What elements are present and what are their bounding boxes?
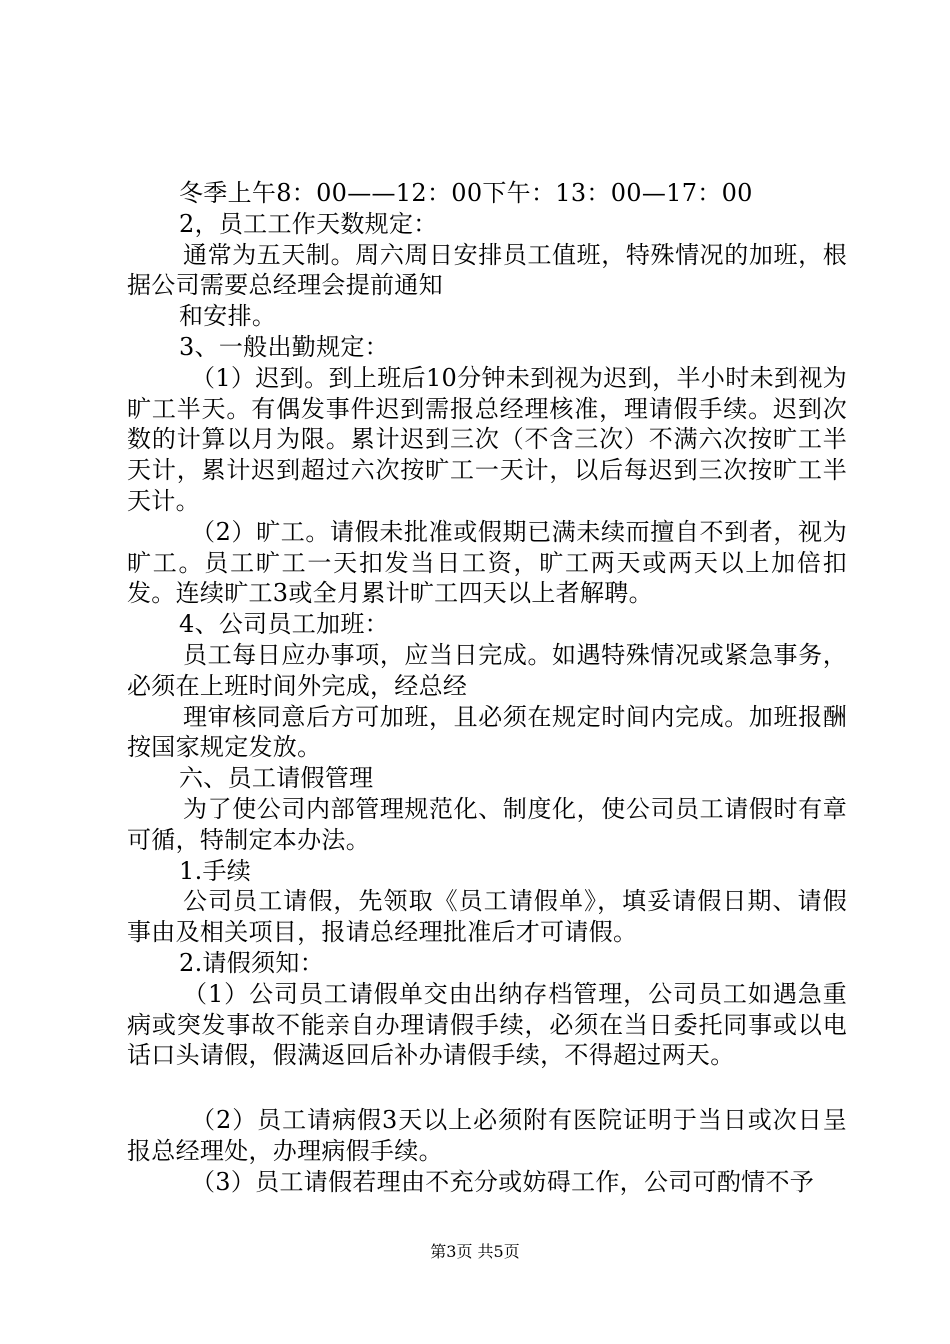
paragraph-workday-rule-heading: 2，员工工作天数规定： xyxy=(179,209,438,238)
paragraph-procedure-heading: 1.手续 xyxy=(179,856,252,885)
section-heading-leave-management: 六、员工请假管理 xyxy=(179,764,374,793)
paragraph-attendance-heading: 3、一般出勤规定： xyxy=(179,332,389,361)
paragraph-daily-tasks: 员工每日应办事项，应当日完成。如遇特殊情况或紧急事务，必须在上班时间外完成，经总经 xyxy=(127,640,847,700)
paragraph-leave-form: 公司员工请假，先领取《员工请假单》，填妥请假日期、请假事由及相关项目，报请总经理批准后才可请假。 xyxy=(127,887,847,947)
document-body xyxy=(127,178,847,1198)
paragraph-absenteeism: （2）旷工。请假未批准或假期已满未续而擅自不到者，视为旷工。员工旷工一天扣发当日工资，旷工两天或两天以上加倍扣发。连续旷工3或全月累计旷工四天以上者解聘。 xyxy=(127,517,847,608)
paragraph-leave-note-1: （1）公司员工请假单交由出纳存档管理，公司员工如遇急重病或突发事故不能亲自办理请假手续，必须在当日委托同事或以电话口头请假，假满返回后补办请假手续，不得超过两天。 xyxy=(127,979,847,1070)
paragraph-arrangement: 和安排。 xyxy=(179,302,277,331)
paragraph-lateness: （1）迟到。到上班后10分钟未到视为迟到，半小时未到视为旷工半天。有偶发事件迟到需报总经理核准，理请假手续。迟到次数的计算以月为限。累计迟到三次（不含三次）不满六次按旷工半天计，累计迟到超过六次按旷工一天计，以后每迟到三次按旷工半天计。 xyxy=(127,363,847,515)
page-number-footer: 第3页 共5页 xyxy=(430,1242,520,1261)
paragraph-gap xyxy=(127,1071,847,1105)
paragraph-overtime-approval: 理审核同意后方可加班，且必须在规定时间内完成。加班报酬按国家规定发放。 xyxy=(127,702,847,762)
paragraph-overtime-heading: 4、公司员工加班： xyxy=(179,610,389,639)
paragraph-five-day-week: 通常为五天制。周六周日安排员工值班，特殊情况的加班，根据公司需要总经理会提前通知 xyxy=(127,240,847,300)
paragraph-winter-hours: 冬季上午8：00——12：00下午：13：00—17：00 xyxy=(179,179,753,207)
paragraph-leave-notes-heading: 2.请假须知： xyxy=(179,948,324,977)
paragraph-leave-note-2: （2）员工请病假3天以上必须附有医院证明于当日或次日呈报总经理处，办理病假手续。 xyxy=(127,1106,847,1165)
paragraph-leave-note-3: （3）员工请假若理由不充分或妨碍工作，公司可酌情不予 xyxy=(191,1167,815,1196)
paragraph-leave-purpose: 为了使公司内部管理规范化、制度化，使公司员工请假时有章可循，特制定本办法。 xyxy=(127,794,847,854)
